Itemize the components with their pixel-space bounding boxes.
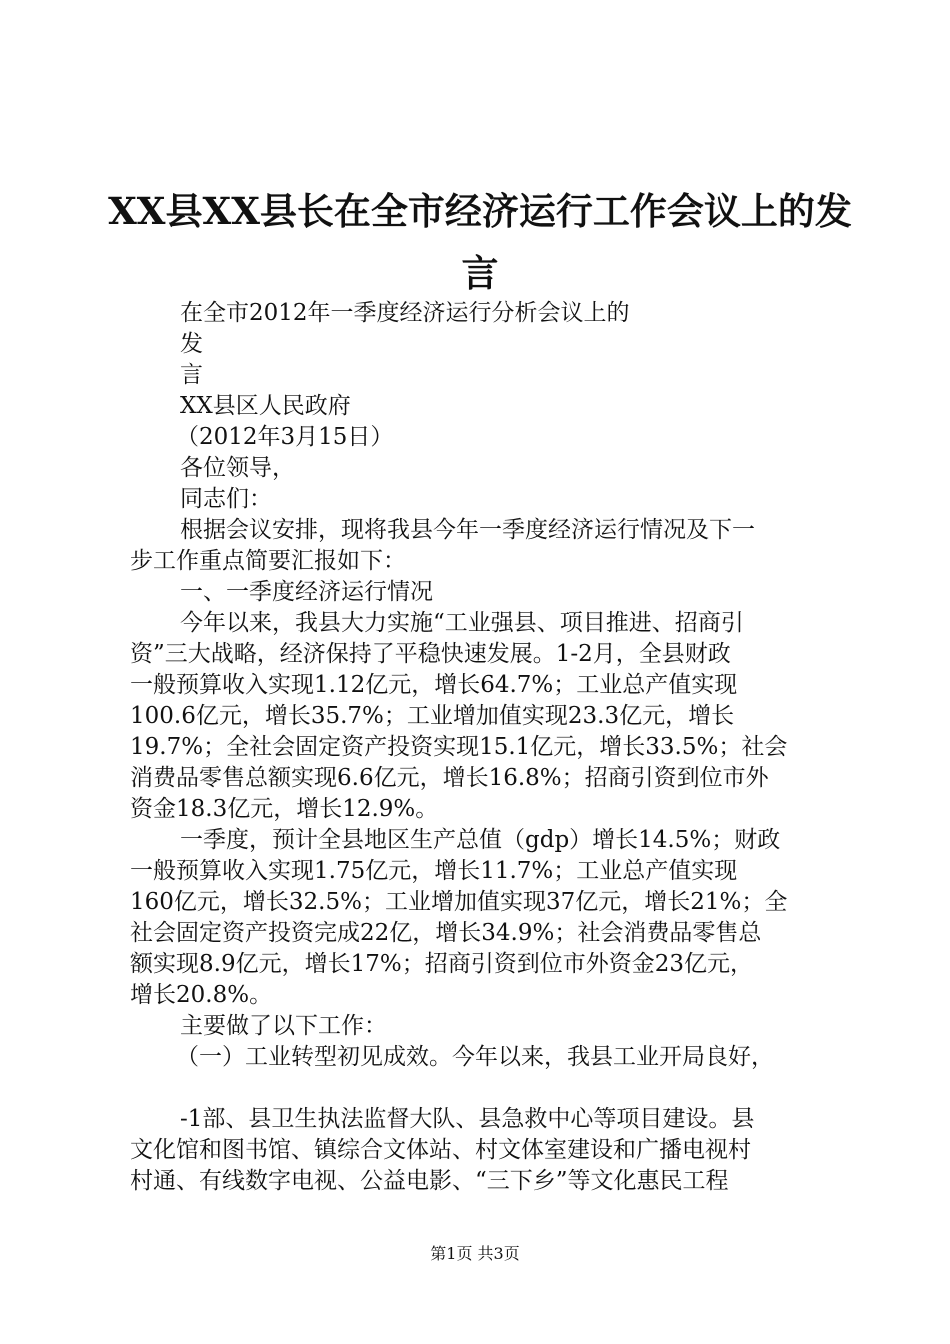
body-line: 文化馆和图书馆、镇综合文体站、村文体室建设和广播电视村 (130, 1137, 751, 1163)
body-line: -1部、县卫生执法监督大队、县急救中心等项目建设。县 (180, 1106, 755, 1132)
body-line: 根据会议安排，现将我县今年一季度经济运行情况及下一 (180, 517, 755, 543)
body-line: 资金18.3亿元，增长12.9%。 (130, 796, 439, 822)
subtitle-line-3: 言 (180, 362, 203, 388)
body-line: 主要做了以下工作： (180, 1013, 387, 1039)
section-heading: 一、一季度经济运行情况 (180, 579, 433, 605)
body-line: 社会固定资产投资完成22亿，增长34.9%；社会消费品零售总 (130, 920, 762, 946)
body-line: 一般预算收入实现1.12亿元，增长64.7%；工业总产值实现 (130, 672, 738, 698)
body-line: 增长20.8%。 (130, 982, 273, 1008)
page-number: 第1页 共3页 (430, 1244, 520, 1263)
salutation-line-2: 同志们： (180, 486, 272, 512)
body-line: 一般预算收入实现1.75亿元，增长11.7%；工业总产值实现 (130, 858, 738, 884)
title-line-2: 言 (461, 251, 499, 295)
body-line: 额实现8.9亿元，增长17%；招商引资到位市外资金23亿元， (130, 951, 753, 977)
body-line: （一）工业转型初见成效。今年以来，我县工业开局良好， (176, 1044, 774, 1070)
salutation-line-1: 各位领导， (180, 455, 295, 481)
body-line: 100.6亿元，增长35.7%；工业增加值实现23.3亿元，增长 (130, 703, 735, 729)
document-title (100, 180, 860, 304)
date-line: （2012年3月15日） (176, 424, 394, 450)
body-line: 村通、有线数字电视、公益电影、“三下乡”等文化惠民工程 (130, 1168, 729, 1194)
body-line: 步工作重点简要汇报如下： (130, 548, 406, 574)
subtitle-line-1: 在全市2012年一季度经济运行分析会议上的 (180, 300, 630, 326)
body-line: 消费品零售总额实现6.6亿元，增长16.8%；招商引资到位市外 (130, 765, 769, 791)
body-line: 一季度，预计全县地区生产总值（gdp）增长14.5%；财政 (180, 827, 781, 853)
body-line: 160亿元，增长32.5%；工业增加值实现37亿元，增长21%；全 (130, 889, 788, 915)
body-line: 19.7%；全社会固定资产投资实现15.1亿元，增长33.5%；社会 (130, 734, 788, 760)
body-line: 资”三大战略，经济保持了平稳快速发展。1-2月，全县财政 (130, 641, 731, 667)
title-line-1: XX县XX县长在全市经济运行工作会议上的发 (108, 189, 852, 233)
body-line: 今年以来，我县大力实施“工业强县、项目推进、招商引 (180, 610, 744, 636)
issuer-line: XX县区人民政府 (180, 393, 351, 419)
subtitle-line-2: 发 (180, 331, 203, 357)
